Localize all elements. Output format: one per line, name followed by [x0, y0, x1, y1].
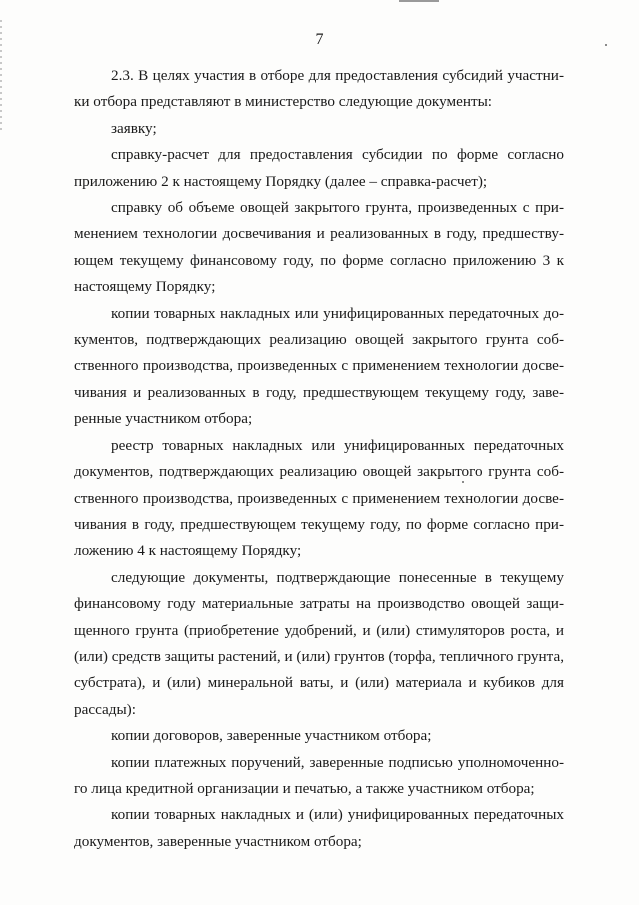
paragraph-calculation-certificate: справку-расчет для предоставления субсидии по форме согласно приложению 2 к настоящему Порядку (далее – справка-расчет); — [74, 146, 564, 190]
scan-artifact-top — [399, 0, 439, 2]
paragraph-contract-copies: копии договоров, заверенные участником отбора; — [111, 727, 432, 745]
paragraph-waybill-copies: копии товарных накладных и (или) унифицированных передаточных документов, заверенные участником отбора; — [74, 806, 564, 850]
paragraph-application: заявку; — [111, 119, 157, 137]
page-number: 7 — [315, 31, 324, 48]
document-body — [74, 63, 564, 855]
paragraph-invoice-copies: копии товарных накладных или унифицированных передаточных документов, подтверждающих реализацию овощей закрытого грунта собственного производства, произведенных с применением технологии досвечивания и реализованных в году, предшествующем текущему году, заверенные участником отбора; — [74, 304, 564, 428]
paragraph-payment-order-copies: копии платежных поручений, заверенные подписью уполномоченного лица кредитной организации и печатью, а также участником отбора; — [74, 753, 564, 797]
paragraph-invoice-register: реестр товарных накладных или унифицированных передаточных документов, подтверждающих реализацию овощей закрытого грунта собственного производства, произведенных с применением технологии досвечивания в году, предшествующем текущему году, по форме согласно приложению 4 к настоящему Порядку; — [74, 436, 564, 560]
paragraph-expense-documents: следующие документы, подтверждающие понесенные в текущему финансовому году материальные затраты на производство овощей защищенного грунта (приобретение удобрений, и (или) стимуляторов роста, и (или) средств защиты растений, и (или) грунтов (торфа, тепличного грунта, субстрата), и (или) минеральной ваты, и (или) материала и кубиков для рассады): — [74, 568, 564, 718]
paragraph-volume-certificate: справку об объеме овощей закрытого грунта, произведенных с применением технологии досвечивания и реализованных в году, предшествующем текущему финансовому году, по форме согласно приложению 3 к настоящему Порядку; — [74, 199, 564, 296]
paragraph-2-3-intro: 2.3. В целях участия в отборе для предоставления субсидий участники отбора представляют в министерство следующие документы: — [74, 67, 564, 111]
